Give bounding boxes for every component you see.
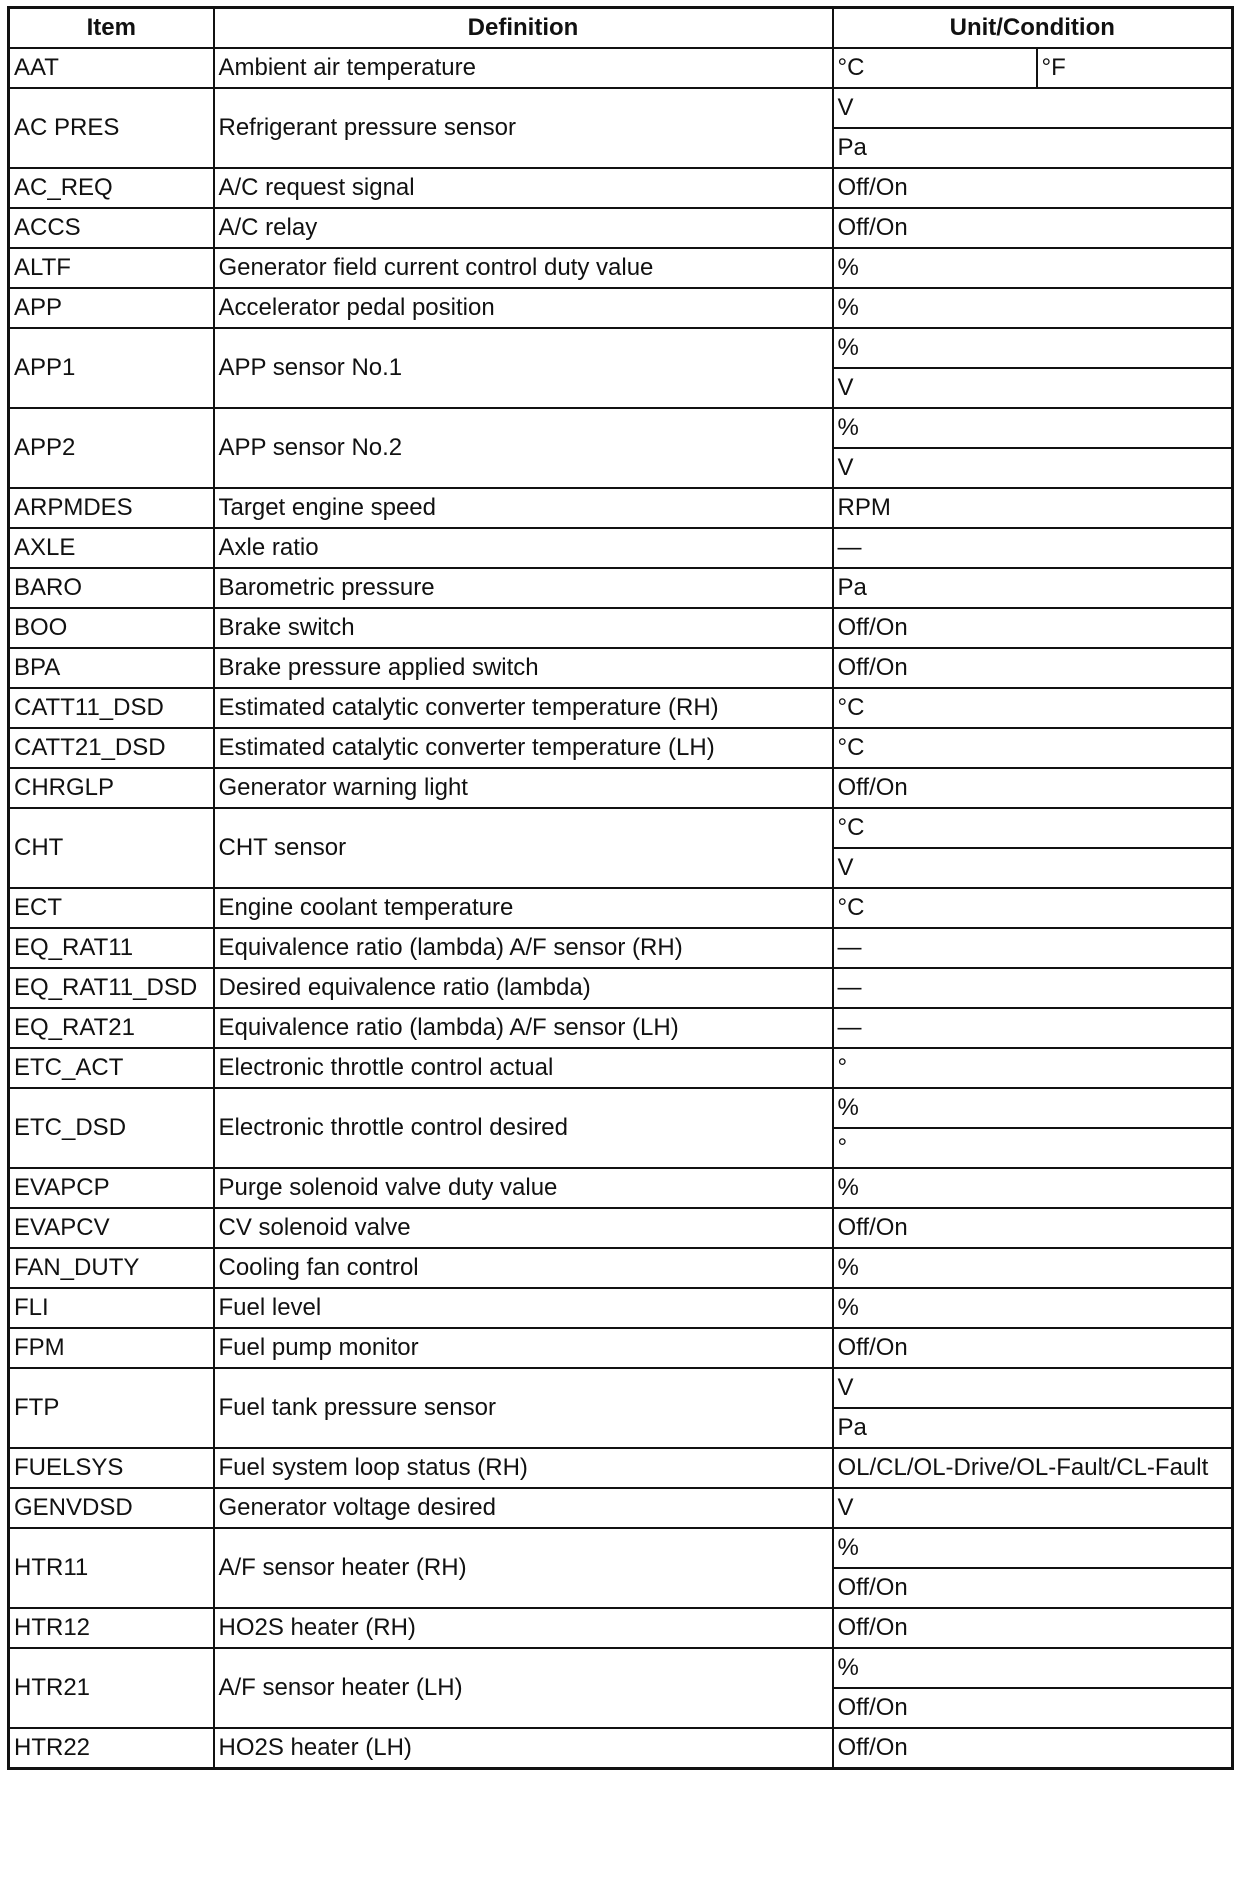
definition-cell: A/C request signal [214,168,833,208]
definition-cell: Barometric pressure [214,568,833,608]
item-cell: EVAPCP [9,1168,214,1208]
definition-cell: Refrigerant pressure sensor [214,88,833,168]
unit-cell: Off/On [833,208,1233,248]
table-row [9,288,1233,328]
table-row [9,1288,1233,1328]
header-row [9,8,1233,49]
unit-cell: Off/On [833,1608,1233,1648]
item-cell: EQ_RAT11 [9,928,214,968]
unit-cell: Off/On [833,648,1233,688]
unit-cell: °C [833,48,1037,88]
table-row [9,1048,1233,1088]
definition-cell: HO2S heater (RH) [214,1608,833,1648]
unit-cell: Off/On [833,1728,1233,1769]
item-cell: EVAPCV [9,1208,214,1248]
table-row [9,328,1233,368]
item-cell: EQ_RAT21 [9,1008,214,1048]
unit-cell: % [833,1288,1233,1328]
table-row [9,1648,1233,1688]
unit-cell: Off/On [833,1328,1233,1368]
unit-cell: ° [833,1128,1233,1168]
table-row [9,1608,1233,1648]
unit-cell: RPM [833,488,1233,528]
item-cell: ACCS [9,208,214,248]
item-cell: EQ_RAT11_DSD [9,968,214,1008]
item-cell: CHRGLP [9,768,214,808]
definition-cell: Accelerator pedal position [214,288,833,328]
definition-cell: Axle ratio [214,528,833,568]
item-cell: BOO [9,608,214,648]
table-row [9,808,1233,848]
item-cell: HTR21 [9,1648,214,1728]
table-row [9,88,1233,128]
definition-cell: Estimated catalytic converter temperature (RH) [214,688,833,728]
item-cell: FPM [9,1328,214,1368]
definition-cell: Generator voltage desired [214,1488,833,1528]
unit-cell: OL/CL/OL-Drive/OL-Fault/CL-Fault [833,1448,1233,1488]
unit-cell: ° [833,1048,1233,1088]
item-cell: BARO [9,568,214,608]
definition-cell: Generator field current control duty value [214,248,833,288]
item-cell: FTP [9,1368,214,1448]
definition-cell: Fuel pump monitor [214,1328,833,1368]
item-cell: FLI [9,1288,214,1328]
unit-cell: °C [833,688,1233,728]
table-row [9,768,1233,808]
item-cell: HTR11 [9,1528,214,1608]
definition-cell: APP sensor No.2 [214,408,833,488]
item-cell: CATT21_DSD [9,728,214,768]
table-row [9,968,1233,1008]
unit-cell: % [833,1648,1233,1688]
table-row [9,528,1233,568]
header-item: Item [9,8,214,49]
item-cell: AC PRES [9,88,214,168]
item-cell: AXLE [9,528,214,568]
definition-cell: Electronic throttle control actual [214,1048,833,1088]
table-body [9,48,1233,1769]
definition-cell: Generator warning light [214,768,833,808]
definition-cell: Brake pressure applied switch [214,648,833,688]
table-row [9,1528,1233,1568]
item-cell: BPA [9,648,214,688]
item-cell: ETC_DSD [9,1088,214,1168]
unit-cell: V [833,368,1233,408]
definition-cell: A/F sensor heater (RH) [214,1528,833,1608]
item-cell: AAT [9,48,214,88]
definition-cell: Fuel tank pressure sensor [214,1368,833,1448]
item-cell: CHT [9,808,214,888]
header-definition: Definition [214,8,833,49]
item-cell: ETC_ACT [9,1048,214,1088]
table-row [9,1488,1233,1528]
unit-cell: °F [1037,48,1233,88]
definition-cell: Equivalence ratio (lambda) A/F sensor (LH) [214,1008,833,1048]
item-cell: ALTF [9,248,214,288]
table-row [9,608,1233,648]
item-cell: CATT11_DSD [9,688,214,728]
definition-cell: Ambient air temperature [214,48,833,88]
unit-cell: % [833,1088,1233,1128]
unit-cell: Off/On [833,168,1233,208]
unit-cell: Off/On [833,768,1233,808]
table-row [9,888,1233,928]
table-row [9,168,1233,208]
definition-cell: Purge solenoid valve duty value [214,1168,833,1208]
definition-cell: Estimated catalytic converter temperature (LH) [214,728,833,768]
table-row [9,1168,1233,1208]
item-cell: APP1 [9,328,214,408]
unit-cell: % [833,1168,1233,1208]
unit-cell: V [833,1368,1233,1408]
item-cell: ARPMDES [9,488,214,528]
item-cell: APP [9,288,214,328]
unit-cell: Off/On [833,608,1233,648]
definition-cell: Fuel level [214,1288,833,1328]
unit-cell: % [833,408,1233,448]
table-row [9,1448,1233,1488]
definition-cell: Electronic throttle control desired [214,1088,833,1168]
definition-cell: Engine coolant temperature [214,888,833,928]
item-cell: GENVDSD [9,1488,214,1528]
definition-cell: Fuel system loop status (RH) [214,1448,833,1488]
table-row [9,728,1233,768]
unit-cell: Off/On [833,1208,1233,1248]
table-row [9,1208,1233,1248]
pid-definition-table [7,6,1234,1770]
definition-cell: APP sensor No.1 [214,328,833,408]
unit-cell: — [833,968,1233,1008]
table-row [9,1248,1233,1288]
definition-cell: CHT sensor [214,808,833,888]
table-row [9,48,1233,88]
definition-cell: Equivalence ratio (lambda) A/F sensor (RH) [214,928,833,968]
table-row [9,1368,1233,1408]
unit-cell: Off/On [833,1568,1233,1608]
table-row [9,688,1233,728]
unit-cell: % [833,288,1233,328]
table-row [9,1328,1233,1368]
unit-cell: % [833,328,1233,368]
unit-cell: — [833,1008,1233,1048]
unit-cell: % [833,1248,1233,1288]
unit-cell: V [833,88,1233,128]
unit-cell: V [833,448,1233,488]
definition-cell: Brake switch [214,608,833,648]
definition-cell: A/C relay [214,208,833,248]
definition-cell: Target engine speed [214,488,833,528]
definition-cell: Cooling fan control [214,1248,833,1288]
unit-cell: Off/On [833,1688,1233,1728]
header-unit-condition: Unit/Condition [833,8,1233,49]
definition-cell: CV solenoid valve [214,1208,833,1248]
item-cell: ECT [9,888,214,928]
item-cell: FUELSYS [9,1448,214,1488]
unit-cell: V [833,1488,1233,1528]
definition-cell: Desired equivalence ratio (lambda) [214,968,833,1008]
table-row [9,1008,1233,1048]
item-cell: AC_REQ [9,168,214,208]
table-row [9,208,1233,248]
table-row [9,568,1233,608]
unit-cell: V [833,848,1233,888]
table-row [9,248,1233,288]
unit-cell: °C [833,728,1233,768]
definition-cell: A/F sensor heater (LH) [214,1648,833,1728]
table-row [9,928,1233,968]
unit-cell: % [833,248,1233,288]
unit-cell: — [833,928,1233,968]
unit-cell: — [833,528,1233,568]
item-cell: HTR22 [9,1728,214,1769]
unit-cell: Pa [833,1408,1233,1448]
unit-cell: Pa [833,128,1233,168]
unit-cell: % [833,1528,1233,1568]
item-cell: APP2 [9,408,214,488]
unit-cell: °C [833,808,1233,848]
item-cell: HTR12 [9,1608,214,1648]
table-row [9,648,1233,688]
unit-cell: Pa [833,568,1233,608]
item-cell: FAN_DUTY [9,1248,214,1288]
table-row [9,488,1233,528]
definition-cell: HO2S heater (LH) [214,1728,833,1769]
table-row [9,408,1233,448]
unit-cell: °C [833,888,1233,928]
table-row [9,1088,1233,1128]
table-row [9,1728,1233,1769]
